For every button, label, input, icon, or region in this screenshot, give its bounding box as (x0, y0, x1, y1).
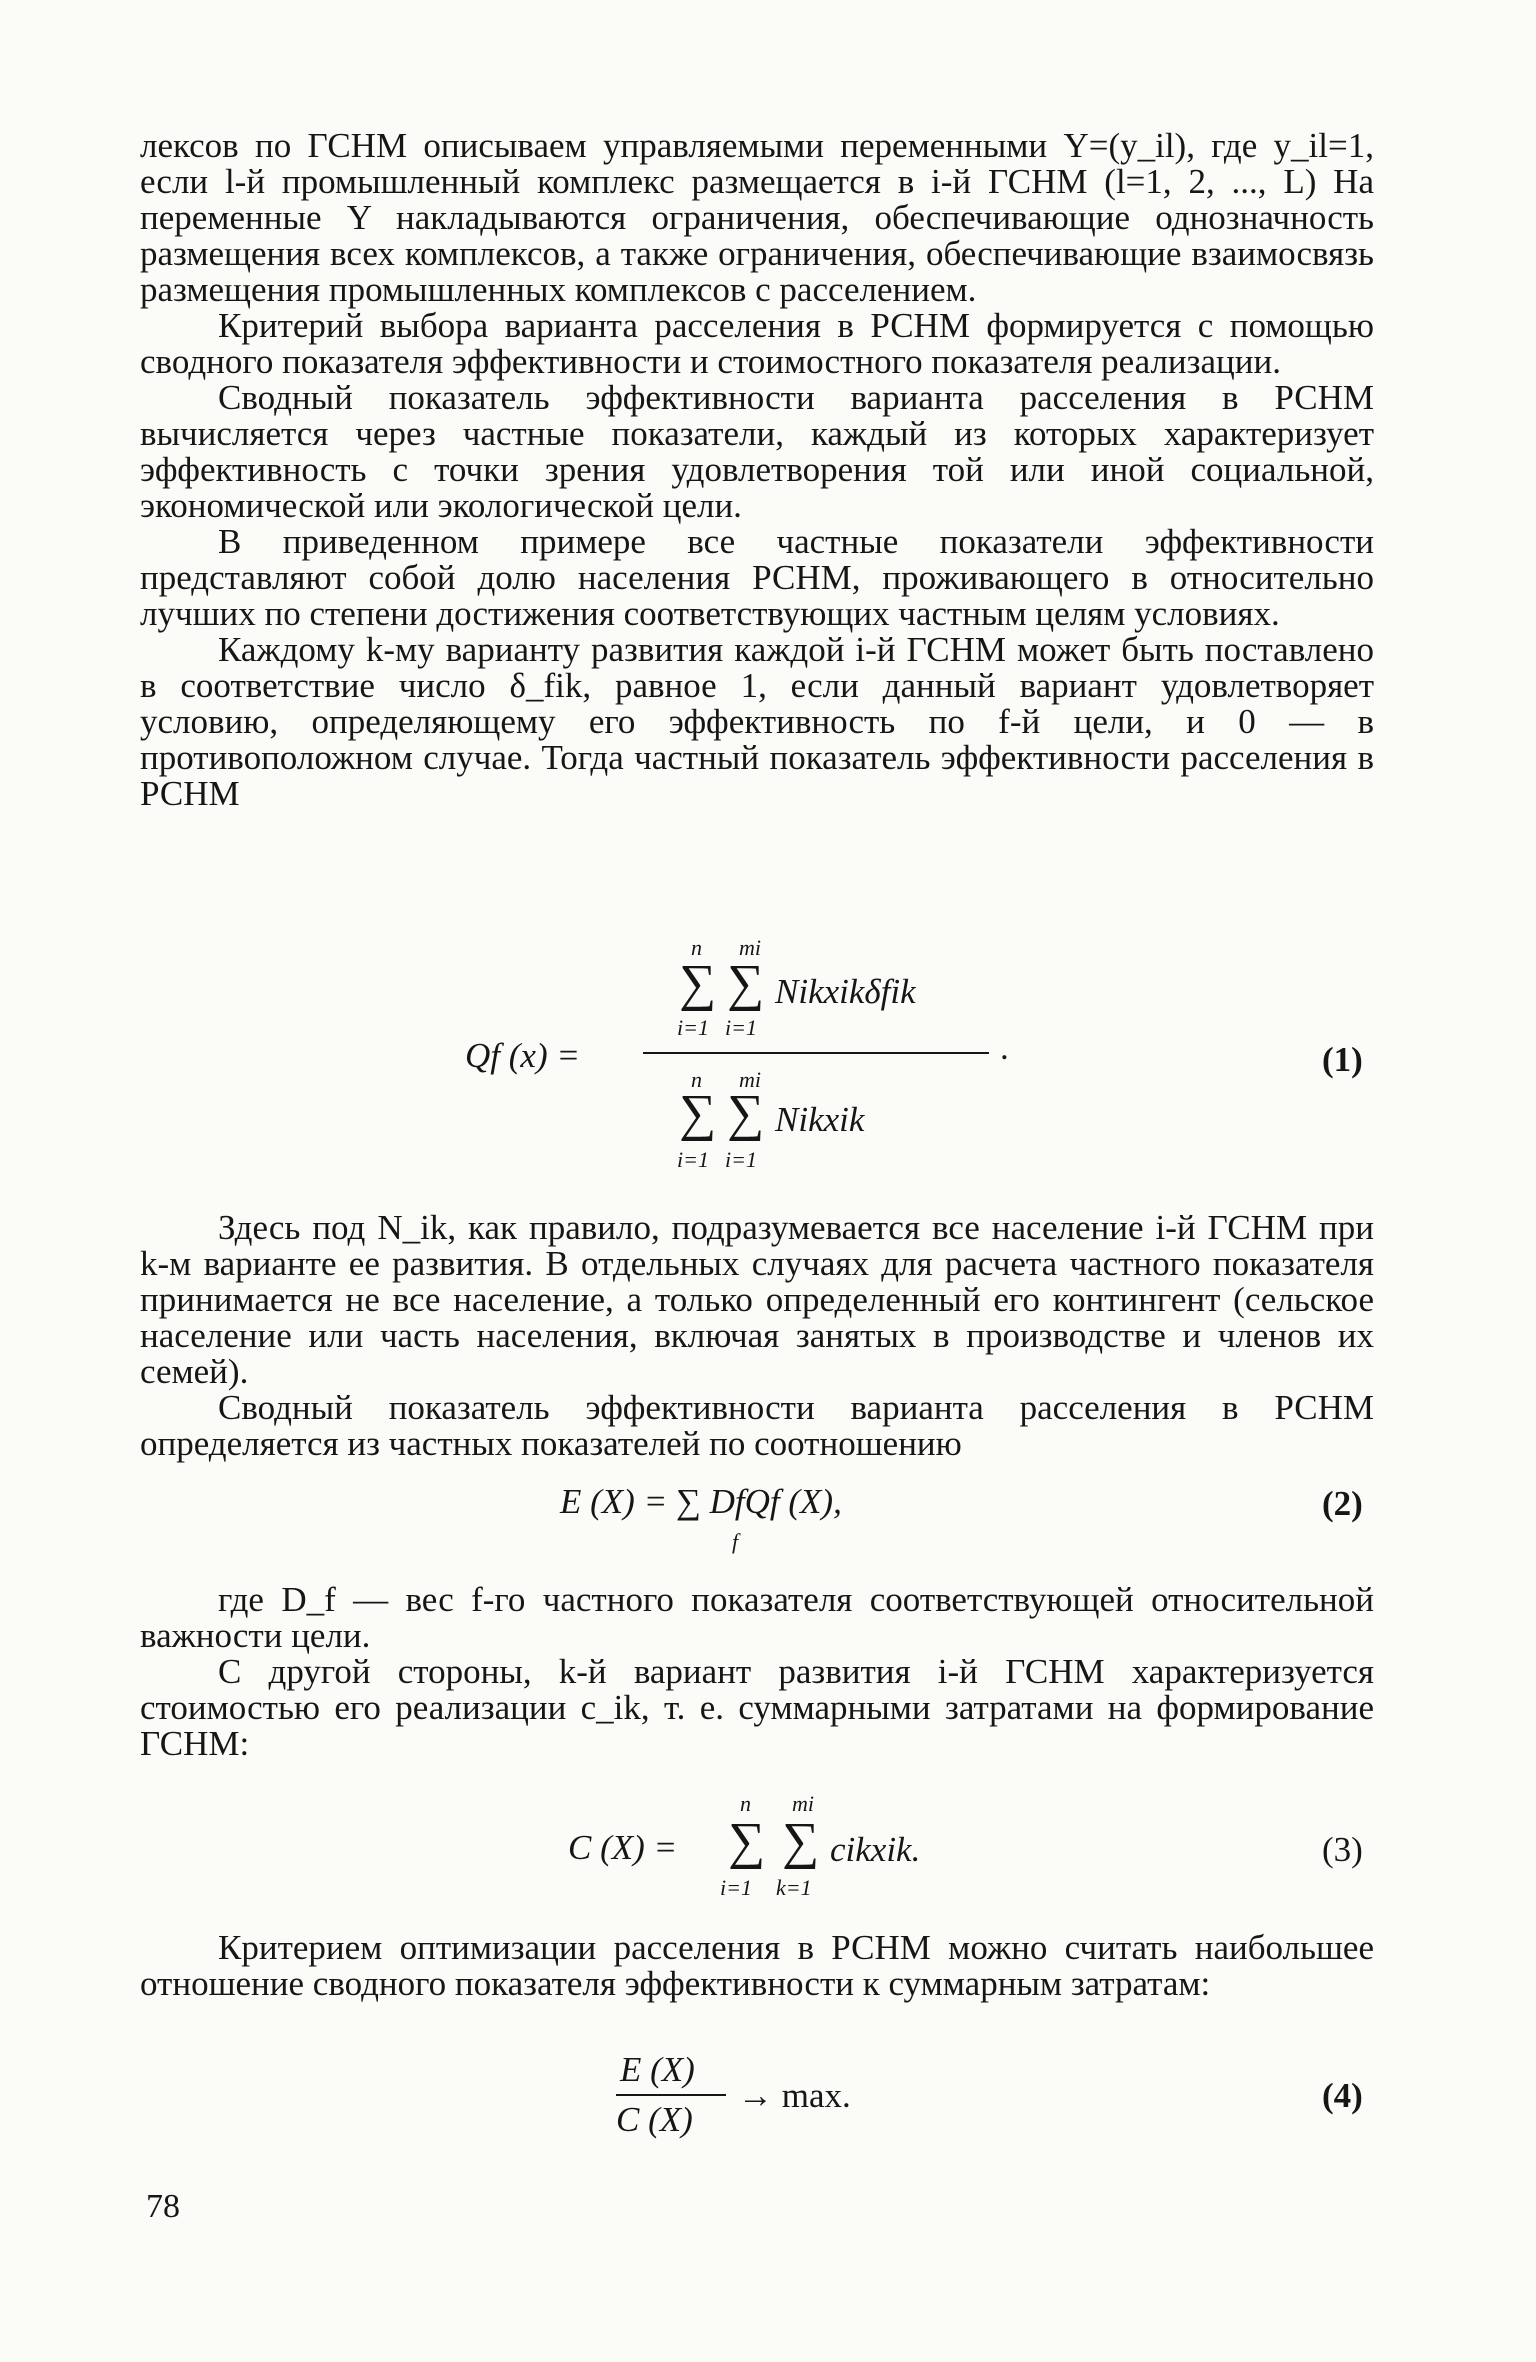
formula-3-upper-m: mi (792, 1791, 814, 1816)
formula-3-lower-1: i=1 (720, 1875, 752, 1900)
formula-4-rhs: → max. (738, 2076, 851, 2115)
paragraph-8: где D_f — вес f-го частного показателя соответствующей относительной важности цели. (140, 1580, 1374, 1655)
formula-3-sigma-1: ∑ (728, 1813, 766, 1870)
formula-2-sum-lower: f (732, 1529, 739, 1554)
formula-1-den-upper-m: mi (739, 1067, 761, 1092)
formula-1-num-sigma-1: ∑ (679, 955, 717, 1012)
formula-1-num-upper-n: n (691, 935, 702, 960)
formula-1 (465, 930, 1375, 1190)
paragraph-9: С другой стороны, k-й вариант развития i-й ГСНМ характеризуется стоимостью его реализации c_ik, т. е. суммарными затратами на формирование ГСНМ: (140, 1652, 1374, 1763)
formula-3-term: cikxik. (830, 1830, 921, 1869)
formula-2-text: E (X) = ∑ DfQf (X), (560, 1482, 842, 1521)
formula-1-num-lower-1: i=1 (677, 1015, 709, 1040)
equation-number-2: (2) (1322, 1484, 1363, 1523)
formula-3-lhs: C (X) = (568, 1828, 678, 1867)
formula-1-trailing: . (1000, 1028, 1009, 1067)
paragraph-6: Здесь под N_ik, как правило, подразумевается все население i-й ГСНМ при k-м варианте ее развития. В отдельных случаях для расчета частного показателя принимается не все население, а только определенный его контингент (сельское население или часть населения, включая занятых в производстве и членов их семей). (140, 1208, 1374, 1391)
text-block-1 (140, 128, 1374, 812)
page-number: 78 (146, 2188, 180, 2225)
formula-1-den-sigma-2: ∑ (727, 1085, 765, 1142)
formula-1-den-upper-n: n (691, 1067, 702, 1092)
paragraph-4: В приведенном примере все частные показатели эффективности представляют собой долю населения РСНМ, проживающего в относительно лучших по степени достижения соответствующих частным целям условиях. (140, 522, 1374, 633)
formula-3-upper-n: n (740, 1791, 751, 1816)
formula-1-den-lower-1: i=1 (677, 1147, 709, 1172)
formula-3 (568, 1786, 1068, 1906)
paragraph-7: Сводный показатель эффективности варианта расселения в РСНМ определяется из частных показателей по соотношению (140, 1388, 1374, 1463)
equation-number-4: (4) (1322, 2076, 1363, 2115)
text-block-2 (140, 1210, 1374, 1462)
text-block-4 (140, 1930, 1374, 2002)
paragraph-10: Критерием оптимизации расселения в РСНМ можно считать наибольшее отношение сводного показателя эффективности к суммарным затратам: (140, 1928, 1374, 2003)
formula-4 (616, 2052, 916, 2152)
equation-number-1: (1) (1322, 1040, 1363, 1079)
formula-1-den-lower-2: i=1 (725, 1147, 757, 1172)
equation-number-3: (3) (1322, 1830, 1363, 1869)
formula-1-num-sigma-2: ∑ (727, 955, 765, 1012)
formula-1-num-term: Nikxikδfik (775, 972, 916, 1011)
formula-1-fraction-line (643, 1052, 989, 1054)
formula-2 (560, 1474, 1060, 1554)
formula-4-denominator: C (X) (616, 2100, 693, 2139)
text-block-3 (140, 1582, 1374, 1762)
paragraph-3: Сводный показатель эффективности варианта расселения в РСНМ вычисляется через частные показатели, каждый из которых характеризует эффективность с точки зрения удовлетворения той или иной социальной, экономической или экологической цели. (140, 378, 1374, 525)
formula-3-lower-2: k=1 (776, 1875, 812, 1900)
formula-4-fraction-line (616, 2094, 726, 2096)
formula-1-den-sigma-1: ∑ (679, 1085, 717, 1142)
paragraph-2: Критерий выбора варианта расселения в РСНМ формируется с помощью сводного показателя эффективности и стоимостного показателя реализации. (140, 306, 1374, 381)
formula-1-num-lower-2: i=1 (725, 1015, 757, 1040)
formula-1-lhs: Qf (x) = (465, 1036, 580, 1075)
paragraph-5: Каждому k-му варианту развития каждой i-й ГСНМ может быть поставлено в соответствие число δ_fik, равное 1, если данный вариант удовлетворяет условию, определяющему его эффективность по f-й цели, и 0 — в противоположном случае. Тогда частный показатель эффективности расселения в РСНМ (140, 630, 1374, 813)
formula-1-den-term: Nikxik (775, 1100, 865, 1139)
formula-4-numerator: E (X) (620, 2050, 695, 2089)
formula-1-num-upper-m: mi (739, 935, 761, 960)
formula-3-sigma-2: ∑ (782, 1813, 820, 1870)
paragraph-1: лексов по ГСНМ описываем управляемыми переменными Y=(y_il), где y_il=1, если l-й промышленный комплекс размещается в i-й ГСНМ (l=1, 2, ..., L) На переменные Y накладываются ограничения, обеспечивающие однозначность размещения всех комплексов, а также ограничения, обеспечивающие взаимосвязь размещения промышленных комплексов с расселением. (140, 126, 1374, 309)
